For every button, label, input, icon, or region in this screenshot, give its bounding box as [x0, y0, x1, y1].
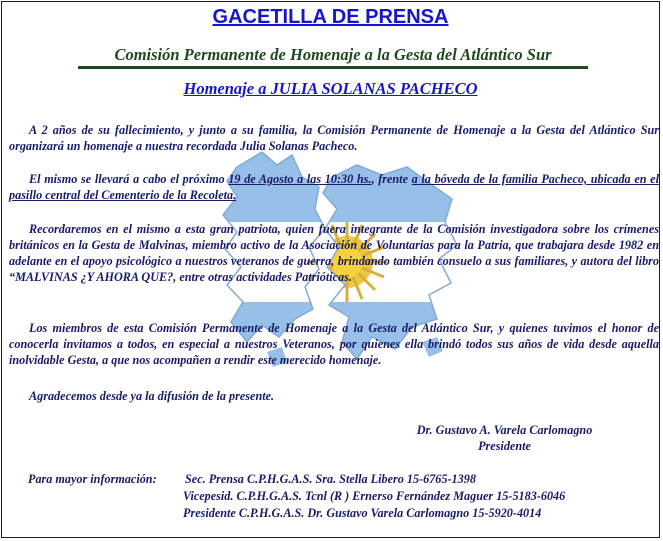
event-connector-text: , frente: [371, 172, 412, 186]
honoree-heading: Homenaje a JULIA SOLANAS PACHECO: [183, 79, 478, 98]
paragraph-anniversary: A 2 años de su fallecimiento, y junto a su familia, la Comisión Permanente de Homenaje a la Gesta del Atlántico Sur organizará un homenaje a nuestra recordada Julia Solanas Pacheco.: [9, 123, 659, 153]
page-title: GACETILLA DE PRENSA: [212, 6, 449, 28]
event-intro-text: El mismo se llevará a cabo el próximo: [29, 172, 229, 186]
press-release-page: [1, 1, 660, 538]
organization-heading: Comisión Permanente de Homenaje a la Gesta del Atlántico Sur: [78, 45, 588, 69]
contact-line-press: Sec. Prensa C.P.H.G.A.S. Sra. Stella Libero 15-6765-1398: [185, 472, 476, 486]
contact-line-vicepresident: Vicepesid. C.P.H.G.A.S. Tcnl (R ) Ernerso Fernández Maguer 15-5183-6046: [183, 489, 566, 503]
paragraph-invitation: Los miembros de esta Comisión Permanente de Homenaje a la Gesta del Atlántico Sur, y quienes tuvimos el honor de conocerla invitamos a todos, en especial a nuestros Veteranos, por quienes ella brindó todos sus años de vida desde aquella inolvidable Gesta, a que nos acompañen a rendir este merecido homenaje.: [9, 321, 659, 367]
event-location: a la bóveda de la familia Pacheco, ubicada en el pasillo central del Cementerio de la Recoleta.: [9, 172, 659, 202]
paragraph-event-details: [9, 171, 659, 203]
signature-role: Presidente: [478, 439, 531, 453]
paragraph-biography: Recordaremos en el mismo a esta gran patriota, quien fuera integrante de la Comisión investigadora sobre los crímenes británicos en la Gesta de Malvinas, miembro activo de la Asociación de Voluntarias para la Patria, que trabajara desde 1982 en adelante en el apoyo psicológico a nuestros veteranos de guerra, brindando también consuelo a sus familiares, y autora del libro “MALVINAS ¿Y AHORA QUE?, entre otras actividades Patrióticas.: [9, 222, 659, 284]
event-date: 19 de Agosto a las 10:30 hs.: [228, 172, 372, 186]
paragraph-thanks: Agradecemos desde ya la difusión de la presente.: [29, 389, 275, 403]
contact-line-president: Presidente C.P.H.G.A.S. Dr. Gustavo Varela Carlomagno 15-5920-4014: [183, 506, 542, 520]
signature-name: Dr. Gustavo A. Varela Carlomagno: [416, 423, 593, 437]
contact-label: Para mayor información:: [28, 472, 157, 486]
